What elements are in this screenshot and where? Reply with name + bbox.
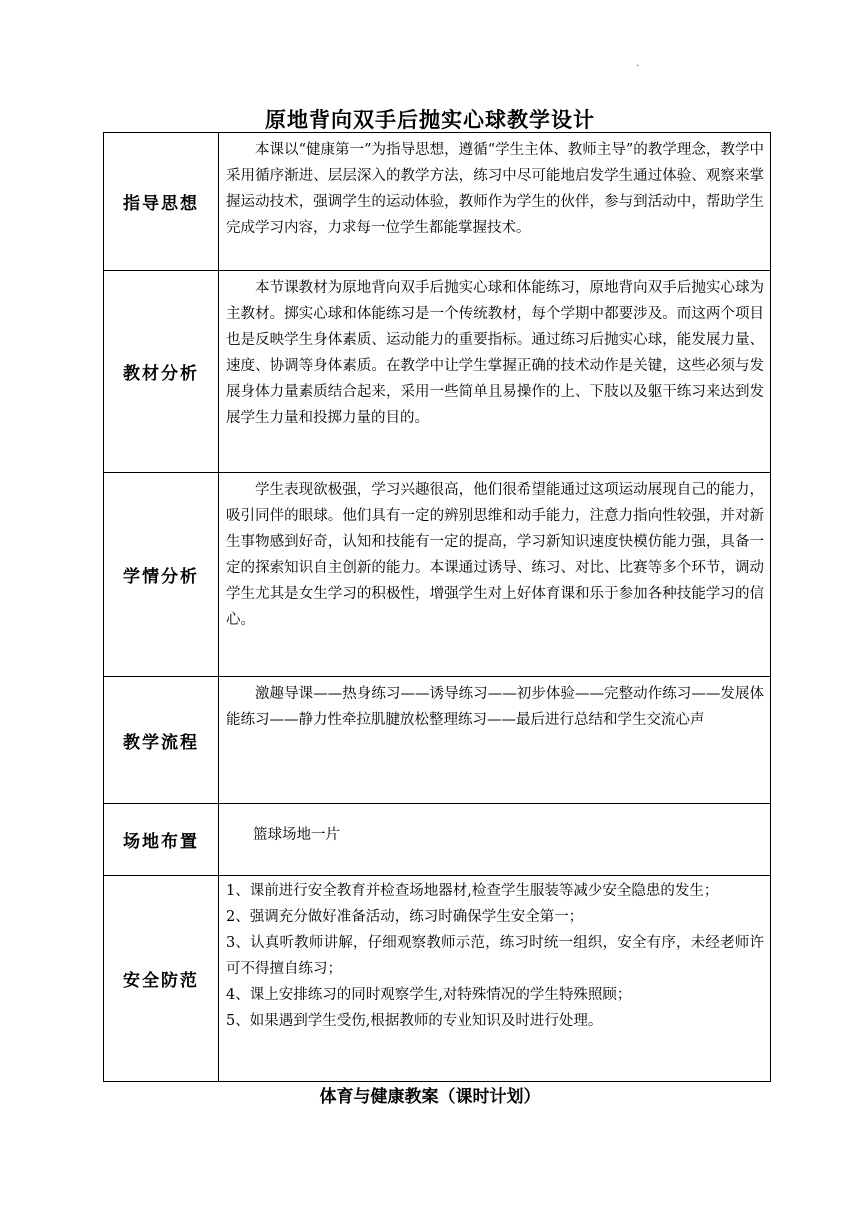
student-analysis-text: 学生表现欲极强，学习兴趣很高，他们很希望能通过这项运动展现自己的能力，吸引同伴的眼球。他们具有一定的辨别思维和动手能力，注意力指向性较强，并对新生事物感到好奇，认知和技能有一定的提高，学习新知识速度快模仿能力强，具备一定的探索知识自主创新的能力。本课通过诱导、练习、对比、比赛等多个环节，调动学生尤其是女生学习的积极性，增强学生对上好体育课和乐于参加各种技能学习的信心。 bbox=[226, 482, 764, 628]
page-dot: . bbox=[636, 58, 640, 69]
table-row bbox=[104, 804, 771, 876]
guiding-ideology-text: 本课以“健康第一”为指导思想，遵循“学生主体、教师主导”的教学理念，教学中采用循序渐进、层层深入的教学方法，练习中尽可能地启发学生通过体验、观察来掌握运动技术，强调学生的运动体验，教师作为学生的伙伴，参与到活动中，帮助学生完成学习内容，力求每一位学生都能掌握技术。 bbox=[226, 142, 764, 236]
row-label-guiding-ideology: 指导思想 bbox=[104, 133, 219, 271]
footer-heading: 体育与健康教案（课时计划） bbox=[319, 1087, 541, 1107]
safety-item: 2、强调充分做好准备活动，练习时确保学生安全第一； bbox=[226, 909, 584, 925]
teaching-process-text: 激趣导课——热身练习——诱导练习——初步体验——完整动作练习——发展体能练习——静力性牵拉肌腱放松整理练习——最后进行总结和学生交流心声 bbox=[226, 686, 764, 728]
row-label-teaching-process: 教学流程 bbox=[104, 677, 219, 804]
table-row bbox=[104, 677, 771, 804]
safety-item: 1、课前进行安全教育并检查场地器材,检查学生服装等减少安全隐患的发生； bbox=[226, 883, 719, 899]
lesson-design-table bbox=[103, 132, 771, 1082]
row-content-student-analysis bbox=[219, 473, 771, 677]
row-label-textbook-analysis: 教材分析 bbox=[104, 271, 219, 473]
row-content-textbook-analysis bbox=[219, 271, 771, 473]
row-content-guiding-ideology bbox=[219, 133, 771, 271]
table-row bbox=[104, 473, 771, 677]
row-content-safety bbox=[219, 876, 771, 1082]
safety-item: 3、认真听教师讲解，仔细观察教师示范，练习时统一组织，安全有序，未经老师许可不得擅自练习； bbox=[226, 935, 764, 977]
safety-item: 5、如果遇到学生受伤,根据教师的专业知识及时进行处理。 bbox=[226, 1013, 603, 1029]
row-label-venue-layout: 场地布置 bbox=[104, 804, 219, 876]
table-row bbox=[104, 133, 771, 271]
safety-list bbox=[219, 876, 770, 1038]
venue-layout-text: 篮球场地一片 bbox=[253, 827, 340, 843]
table-row bbox=[104, 271, 771, 473]
row-label-student-analysis: 学情分析 bbox=[104, 473, 219, 677]
document-title: 原地背向双手后抛实心球教学设计 bbox=[265, 108, 595, 132]
table-row bbox=[104, 876, 771, 1082]
textbook-analysis-text: 本节课教材为原地背向双手后抛实心球和体能练习，原地背向双手后抛实心球为主教材。掷实心球和体能练习是一个传统教材，每个学期中都要涉及。而这两个项目也是反映学生身体素质、运动能力的重要指标。通过练习后抛实心球，能发展力量、速度、协调等身体素质。在教学中让学生掌握正确的技术动作是关键，这些必须与发展身体力量素质结合起来，采用一些简单且易操作的上、下肢以及躯干练习来达到发展学生力量和投掷力量的目的。 bbox=[226, 280, 764, 426]
row-content-venue-layout bbox=[219, 804, 771, 876]
row-label-safety: 安全防范 bbox=[104, 876, 219, 1082]
row-content-teaching-process bbox=[219, 677, 771, 804]
safety-item: 4、课上安排练习的同时观察学生,对特殊情况的学生特殊照顾； bbox=[226, 987, 632, 1003]
